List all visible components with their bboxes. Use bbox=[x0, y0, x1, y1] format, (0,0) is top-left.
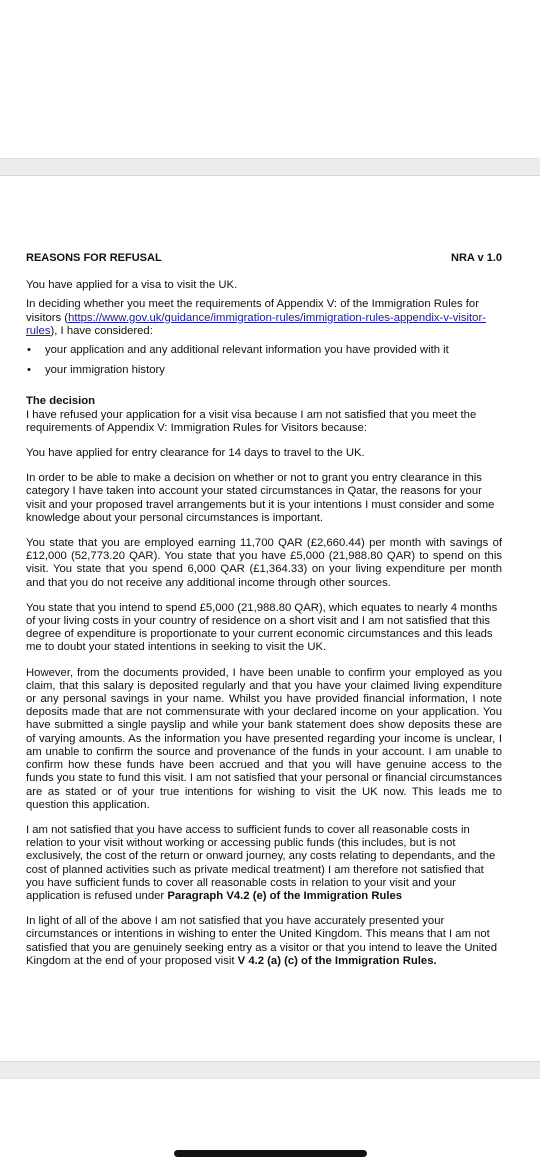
list-item-text: your application and any additional relevant information you have provided with it bbox=[45, 344, 449, 357]
form-version: NRA v 1.0 bbox=[451, 252, 502, 264]
refusal-letter bbox=[26, 252, 502, 980]
funds-text: I am not satisfied that you have access to sufficient funds to cover all reasonable costs in relation to your visit without working or accessing public funds (this includes, but is not exclusively, the cost of the return or onward journey, any costs relating to dependants, and the cost of planned activities such as private medical treatment) I am therefore not satisfied that you have sufficient funds to cover all reasonable costs in relation to your visit and your application is refused under bbox=[26, 823, 496, 902]
spending-paragraph: You state that you intend to spend £5,000 (21,988.80 QAR), which equates to nearly 4 months of your living costs in your country of residence on a short visit and I am not satisfied that this degree of expenditure is proportionate to your current economic circumstances and this leads me to doubt your stated intentions in seeking to visit the UK. bbox=[26, 601, 498, 654]
letter-title: REASONS FOR REFUSAL bbox=[26, 252, 162, 264]
documents-paragraph: However, from the documents provided, I have been unable to confirm your employed as you claim, that this salary is deposited regularly and that you have your claimed living expenditure or any personal savings in your name. Whilst you have provided financial information, I note deposits made that are not commensurate with your declared income on your application. You have submitted a single payslip and while your bank statement does show deposits these are of varying amounts. As the information you have presented regarding your income is unclear, I am unable to confirm the source and provenance of the funds in your account. I am unable to confirm how these funds have been accrued and that you will have genuine access to the funds you state to fund this visit. I am not satisfied that your personal or financial circumstances are as stated or of your true intentions for wishing to visit the UK now. This leads me to question this application. bbox=[26, 666, 502, 811]
appendix-v-link[interactable]: https://www.gov.uk/guidance/immigration-rules/immigration-rules-appendix-v-visitor-rules bbox=[26, 311, 486, 337]
list-item bbox=[26, 344, 502, 357]
funds-rule-reference: Paragraph V4.2 (e) of the Immigration Rules bbox=[167, 889, 403, 902]
conclusion-paragraph bbox=[26, 915, 502, 968]
employment-paragraph: You state that you are employed earning 11,700 QAR (£2,660.44) per month with savings of £12,000 (52,773.20 QAR). You state that you have £5,000 (21,988.80 QAR) to spend on this visit. You state that you spend 6,000 QAR (£1,364.33) on your living expenditure per month and that you do not receive any additional income through other sources. bbox=[26, 537, 502, 589]
list-item bbox=[26, 364, 502, 377]
entry-clearance-paragraph: You have applied for entry clearance for 14 days to travel to the UK. bbox=[26, 447, 365, 460]
funds-paragraph bbox=[26, 824, 502, 903]
intro-paragraph: You have applied for a visa to visit the UK. bbox=[26, 279, 238, 292]
considerations-list bbox=[26, 344, 502, 377]
conclusion-text: In light of all of the above I am not satisfied that you have accurately presented your circumstances or intentions in wishing to enter the United Kingdom. This means that I am not satisfied that you are genuinely seeking entry as a visitor or that you intend to leave the United Kingdom at the end of your proposed visit bbox=[26, 915, 497, 967]
decision-paragraph: I have refused your application for a visit visa because I am not satisfied that you meet the requirements of Appendix V: Immigration Rules for Visitors because: bbox=[26, 408, 477, 434]
circumstances-paragraph: In order to be able to make a decision on whether or not to grant you entry clearance in this category I have taken into account your stated circumstances in Qatar, the reasons for your visit and your proposed travel arrangements but it is your intentions I must consider and some knowledge about your personal circumstances is important. bbox=[26, 472, 495, 524]
considerations-text-end: ), I have considered: bbox=[50, 324, 153, 337]
home-indicator-bar[interactable] bbox=[174, 1150, 367, 1157]
conclusion-rule-reference: V 4.2 (a) (c) of the Immigration Rules. bbox=[237, 954, 437, 967]
decision-heading: The decision bbox=[26, 395, 96, 408]
considerations-text-start: In deciding whether you meet the requirements of Appendix V: of the Immigration Rules for visitors ( bbox=[26, 298, 479, 324]
letter-header bbox=[26, 252, 502, 265]
page-separator-bottom bbox=[0, 1061, 540, 1079]
list-item-text: your immigration history bbox=[45, 364, 165, 377]
considerations-paragraph bbox=[26, 298, 502, 338]
bullet-icon: • bbox=[27, 344, 31, 357]
page-separator-top bbox=[0, 158, 540, 176]
bullet-icon: • bbox=[27, 364, 31, 377]
